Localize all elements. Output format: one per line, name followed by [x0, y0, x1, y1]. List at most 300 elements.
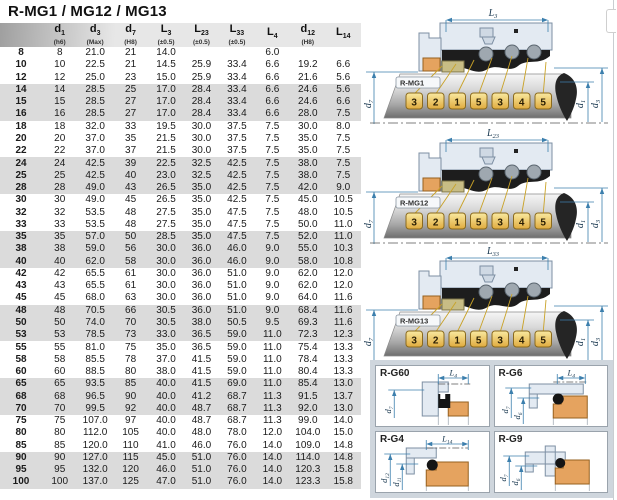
table-cell: 6.6 [255, 84, 290, 96]
table-cell: 46.0 [219, 256, 254, 268]
table-cell: 7.5 [336, 145, 351, 157]
table-cell: 78.5 [77, 329, 112, 341]
table-cell: 52.0 [290, 231, 325, 243]
table-cell: 93.5 [77, 378, 112, 390]
gland-variant-drawing [376, 436, 489, 492]
table-cell: 50 [42, 317, 77, 329]
table-cell: 28.4 [184, 84, 219, 96]
table-cell: 9.0 [265, 280, 280, 292]
table-cell: 32.5 [184, 157, 219, 169]
table-cell: 24 [42, 157, 77, 169]
table-cell: 28.4 [184, 108, 219, 120]
table-cell: 69.0 [219, 378, 254, 390]
table-cell: 11.3 [255, 403, 290, 415]
table-cell: 40.0 [156, 415, 176, 427]
table-cell: 23.0 [148, 170, 183, 182]
table-cell: 59.0 [227, 366, 247, 378]
table-cell [290, 47, 325, 59]
table-row [0, 403, 361, 415]
table-cell [326, 47, 362, 59]
table-row [0, 440, 361, 452]
column-header: $d_3$ (Max) [86, 22, 104, 47]
table-cell: 11.6 [326, 305, 362, 317]
table-cell: 120 [113, 464, 148, 476]
table-cell: 10 [15, 59, 27, 71]
table-cell: 11.0 [262, 366, 282, 378]
table-cell: 6.0 [265, 47, 280, 59]
table-cell: 59.0 [227, 353, 247, 365]
table-cell: 78.4 [298, 353, 318, 365]
table-header [0, 23, 361, 47]
table-cell: 59.0 [219, 329, 254, 341]
table-cell: 68.7 [219, 390, 254, 402]
table-cell: 7.5 [265, 206, 280, 218]
dimension-label: $d_1$ [575, 99, 587, 109]
table-cell: 100 [42, 476, 77, 488]
table-cell: 50.0 [298, 218, 318, 230]
table-cell: 60 [15, 366, 27, 378]
table-cell: 88.5 [85, 366, 105, 378]
set-screw [514, 267, 518, 271]
gland-variant-drawing [376, 370, 489, 426]
table-row [0, 354, 361, 366]
table-cell: 15.8 [326, 476, 362, 488]
gland-variant-r-g60 [375, 365, 490, 427]
column-header: $L_{14}$ [335, 26, 351, 41]
table-cell: 72.3 [290, 329, 325, 341]
table-cell: 60 [54, 366, 66, 378]
table-cell: 5.6 [326, 84, 362, 96]
o-ring [427, 460, 438, 471]
table-cell: 37.5 [227, 120, 247, 132]
table-cell: 51.0 [184, 452, 219, 464]
table-cell: 9.5 [255, 317, 290, 329]
dimension-label: $d_1$ [575, 219, 587, 229]
table-cell: 9.0 [255, 305, 290, 317]
table-cell: 17.0 [148, 84, 183, 96]
table-cell: 35.0 [184, 182, 219, 194]
table-row [0, 366, 361, 378]
table-cell: 43 [15, 280, 27, 292]
table-cell: 14.5 [156, 59, 176, 71]
table-cell: 40 [0, 256, 42, 268]
variant-label: R-G4 [380, 434, 404, 445]
table-cell: 13.3 [333, 341, 353, 353]
table-cell: 19.2 [298, 59, 318, 71]
table-cell: 35.0 [191, 218, 212, 230]
table-cell: 105 [122, 427, 139, 439]
table-row [0, 305, 361, 317]
table-cell: 99.0 [298, 415, 318, 427]
table-cell: 42.5 [77, 170, 112, 182]
table-cell: 6.6 [255, 108, 290, 120]
table-cell: 65 [0, 378, 42, 390]
table-cell: 41.0 [156, 439, 176, 451]
table-cell: 14.0 [262, 439, 283, 451]
table-cell: 7.5 [265, 120, 280, 132]
model-label: R-MG12 [400, 198, 429, 208]
part-number: 1 [454, 335, 460, 347]
table-cell: 35.0 [298, 145, 318, 157]
page-edge-notch [606, 9, 616, 33]
table-cell: 38.0 [290, 170, 325, 182]
table-cell: 37.0 [85, 145, 105, 157]
seat-ring [423, 178, 440, 191]
table-cell: 17.0 [148, 96, 183, 108]
table-cell: 91.5 [290, 390, 325, 402]
table-row [0, 464, 361, 476]
table-cell: 10.5 [333, 206, 353, 218]
table-cell: 33 [125, 120, 137, 132]
table-cell: 28.5 [148, 231, 183, 243]
table-cell: 59.0 [227, 341, 247, 353]
table-row [0, 145, 361, 157]
table-cell: 9.0 [265, 267, 280, 279]
table-cell: 92 [113, 403, 148, 415]
table-cell: 51.0 [227, 280, 247, 292]
table-cell: 75 [54, 415, 66, 427]
table-row [0, 182, 361, 194]
table-cell: 114.0 [290, 452, 325, 464]
table-cell: 24.6 [290, 84, 325, 96]
face-ring [442, 181, 464, 192]
part-number: 5 [540, 97, 546, 109]
elastomer-notch [440, 394, 445, 399]
table-cell: 85 [113, 378, 148, 390]
variant-label: R-G60 [380, 368, 410, 379]
table-cell: 13.3 [333, 353, 353, 365]
dimension-label: $d_6$ [511, 412, 524, 420]
table-cell: 48 [0, 305, 42, 317]
part-number: 3 [411, 97, 417, 109]
table-cell: 47.5 [219, 231, 254, 243]
table-cell: 32 [54, 206, 66, 218]
table-cell: 70 [113, 317, 148, 329]
table-cell: 20 [15, 132, 27, 144]
table-cell: 62.0 [298, 267, 318, 279]
variant-label: R-G6 [498, 368, 523, 379]
table-cell: 69.3 [290, 317, 325, 329]
table-cell: 25.9 [191, 59, 212, 71]
table-cell: 35 [42, 231, 77, 243]
table-cell: 7.5 [336, 132, 351, 144]
table-cell: 30.0 [156, 280, 176, 292]
spring-coils [479, 165, 541, 181]
table-cell: 62.0 [77, 256, 112, 268]
table-cell: 12.0 [262, 427, 283, 439]
table-cell: 53 [42, 329, 77, 341]
table-cell: 74.0 [77, 317, 112, 329]
seal-cross-section [362, 126, 615, 248]
table-cell: 18 [15, 120, 27, 132]
part-number: 5 [540, 217, 546, 229]
table-cell: 8 [18, 47, 24, 59]
seat-ring [423, 296, 440, 309]
table-cell: 27 [113, 96, 148, 108]
table-cell: 33.4 [219, 108, 254, 120]
table-row [0, 476, 361, 488]
table-cell: 26.5 [156, 194, 176, 206]
table-cell: 36.5 [184, 329, 219, 341]
column-header: $L_3$ (±0.5) [157, 22, 175, 47]
table-cell: 12 [54, 71, 66, 83]
table-cell: 35 [125, 132, 137, 144]
table-cell: 40.0 [148, 390, 183, 402]
table-cell: 43 [54, 280, 66, 292]
table-row [0, 121, 361, 133]
column-header: $d_7$ (H8) [124, 22, 137, 47]
table-cell: 25 [42, 170, 77, 182]
table-cell: 80 [54, 427, 66, 439]
table-cell: 12.0 [333, 267, 353, 279]
table-cell: 15 [42, 96, 77, 108]
table-cell: 61 [125, 267, 137, 279]
table-cell: 36.0 [184, 256, 219, 268]
table-cell: 68 [0, 390, 42, 402]
column-header: $d_1$ (h6) [53, 22, 66, 47]
table-cell: 45.0 [298, 194, 318, 206]
table-cell: 15.8 [326, 464, 362, 476]
table-cell: 64.0 [298, 292, 318, 304]
table-cell: 30.0 [156, 267, 176, 279]
table-cell: 18 [54, 120, 66, 132]
table-cell: 33.4 [219, 84, 254, 96]
table-cell: 43 [113, 182, 148, 194]
model-label: R-MG13 [400, 316, 429, 326]
table-row [0, 84, 361, 96]
part-number: 4 [518, 335, 525, 347]
table-cell: 48.7 [184, 403, 219, 415]
table-cell: 21 [125, 59, 137, 71]
table-cell: 11.0 [255, 378, 290, 390]
table-cell: 50 [113, 231, 148, 243]
part-number: 2 [432, 97, 439, 109]
table-cell: 48.0 [191, 427, 212, 439]
table-cell: 48.0 [298, 206, 318, 218]
table-cell: 10.3 [326, 243, 362, 255]
table-cell: 95 [42, 464, 77, 476]
table-cell: 32.5 [184, 170, 219, 182]
table-cell: 19.5 [156, 120, 176, 132]
table-cell: 40 [42, 256, 77, 268]
table-cell: 36.0 [191, 292, 212, 304]
table-cell: 75 [125, 341, 137, 353]
column-header: $L_{23}$ (±0.5) [193, 22, 210, 47]
table-cell: 48.7 [191, 415, 212, 427]
table-cell: 7.5 [326, 157, 362, 169]
dimension-label: $L_{33}$ [486, 246, 500, 258]
table-cell: 7.5 [255, 157, 290, 169]
table-cell: 22 [15, 145, 27, 157]
table-cell: 40 [113, 170, 148, 182]
table-cell: 76.0 [219, 464, 254, 476]
table-cell: 104.0 [295, 427, 321, 439]
table-cell: 12.3 [326, 329, 362, 341]
part-number: 2 [432, 335, 439, 347]
table-cell: 99.5 [77, 403, 112, 415]
table-row [0, 219, 361, 231]
table-cell: 78.0 [227, 427, 247, 439]
table-cell [184, 47, 219, 59]
table-cell: 11.0 [255, 329, 290, 341]
column-header: $d_{12}$ (H8) [300, 22, 316, 47]
table-cell: 58 [113, 256, 148, 268]
part-number: 3 [411, 335, 417, 347]
table-cell: 21.6 [298, 71, 318, 83]
table-cell: 28.5 [77, 108, 112, 120]
table-row [0, 415, 361, 427]
table-cell: 5.6 [336, 71, 351, 83]
table-cell: 40.0 [148, 403, 183, 415]
seat-ring [423, 58, 440, 71]
table-cell: 24.6 [290, 96, 325, 108]
part-number: 3 [497, 217, 503, 229]
table-cell: 15 [0, 96, 42, 108]
table-cell: 75.4 [298, 341, 318, 353]
table-cell: 15.0 [333, 427, 353, 439]
table-cell: 57.0 [77, 231, 112, 243]
table-cell: 61 [125, 280, 137, 292]
table-cell: 90 [113, 390, 148, 402]
table-cell: 21 [125, 47, 137, 59]
table-cell: 28.0 [290, 108, 325, 120]
table-cell: 38 [0, 243, 42, 255]
table-cell: 9.0 [326, 182, 362, 194]
table-cell: 11.6 [333, 292, 353, 304]
table-cell: 49.0 [85, 194, 105, 206]
table-cell: 63 [125, 292, 137, 304]
column-header: $L_4$ [267, 26, 278, 41]
table-cell: 7.5 [265, 132, 280, 144]
part-number: 1 [454, 97, 460, 109]
table-cell: 41.5 [191, 366, 212, 378]
table-cell: 33 [15, 218, 27, 230]
table-cell: 46.0 [219, 243, 254, 255]
variant-label: R-G9 [498, 434, 523, 445]
table-cell: 12.0 [333, 280, 353, 292]
column-header: $L_{33}$ (±0.5) [228, 22, 246, 47]
dimension-label: $d_3$ [590, 219, 602, 229]
table-cell: 11.0 [333, 218, 353, 230]
diagram-r-mg1 [362, 6, 615, 124]
table-cell: 30.0 [156, 292, 176, 304]
table-cell: 37.5 [227, 132, 247, 144]
table-cell: 47.5 [227, 218, 247, 230]
table-cell: 27.5 [156, 206, 176, 218]
table-cell: 22 [54, 145, 66, 157]
table-cell: 53 [0, 329, 42, 341]
table-cell: 42.5 [219, 157, 254, 169]
table-cell: 32.0 [85, 120, 105, 132]
table-row [0, 317, 361, 329]
table-cell: 13.3 [333, 366, 353, 378]
table-cell: 7.5 [255, 170, 290, 182]
table-cell: 30.0 [148, 243, 183, 255]
dimension-label: $d_6$ [509, 478, 522, 486]
table-cell: 7.5 [326, 108, 362, 120]
table-row [0, 390, 361, 402]
table-cell: 11.0 [262, 341, 282, 353]
model-label: R-MG1 [400, 78, 425, 88]
gland-variant-r-g6 [494, 365, 609, 427]
table-cell: 68.0 [85, 292, 105, 304]
table-cell: 37.5 [227, 145, 247, 157]
dimension-label: $L_4$ [567, 370, 575, 380]
table-cell: 11.0 [326, 231, 362, 243]
table-cell: 30.0 [191, 145, 212, 157]
table-cell: 25.0 [85, 71, 105, 83]
table-cell: 33.4 [227, 71, 247, 83]
set-screw [514, 149, 518, 153]
table-row [0, 378, 361, 390]
seal-cross-section [362, 6, 615, 128]
table-cell: 62.0 [298, 280, 318, 292]
table-cell [219, 47, 254, 59]
table-cell: 35 [0, 231, 42, 243]
table-cell: 38.0 [184, 317, 219, 329]
table-cell: 21.0 [85, 47, 105, 59]
table-cell: 137.0 [77, 476, 112, 488]
table-cell: 36.0 [184, 243, 219, 255]
table-row [0, 243, 361, 255]
table-cell: 75 [15, 415, 27, 427]
dimension-label: $L_{23}$ [486, 128, 500, 140]
table-cell: 30 [54, 194, 66, 206]
part-number: 4 [518, 217, 525, 229]
table-cell: 90 [42, 452, 77, 464]
dimension-label: $d_7$ [382, 406, 395, 414]
gland-variant-r-g9 [494, 431, 609, 493]
table-cell: 16 [42, 108, 77, 120]
table-cell: 12 [15, 71, 27, 83]
table-cell: 50.5 [219, 317, 254, 329]
table-cell: 50 [0, 317, 42, 329]
part-number: 5 [475, 217, 482, 229]
dimension-label: $d_7$ [499, 406, 512, 414]
part-number: 2 [432, 217, 439, 229]
table-cell: 40.0 [148, 378, 183, 390]
table-cell: 51.0 [227, 267, 247, 279]
table-cell: 35.0 [191, 194, 212, 206]
table-cell: 80.4 [298, 366, 318, 378]
diagram-r-mg13 [362, 244, 615, 358]
table-cell: 13.0 [326, 403, 362, 415]
table-row [0, 206, 361, 218]
table-cell: 41.5 [184, 378, 219, 390]
table-cell: 36.0 [191, 280, 212, 292]
table-cell: 55 [15, 341, 27, 353]
table-cell: 11.0 [262, 353, 282, 365]
table-cell: 42 [15, 267, 27, 279]
table-cell: 27.5 [156, 218, 176, 230]
table-cell: 59.0 [77, 243, 112, 255]
table-cell: 68 [42, 390, 77, 402]
dimension-label: $L_3$ [488, 8, 498, 20]
table-cell: 53.5 [85, 218, 105, 230]
column-header [0, 23, 42, 47]
table-cell: 80 [125, 366, 137, 378]
table-cell: 65.5 [85, 280, 105, 292]
table-cell: 38.0 [156, 366, 176, 378]
dimension-label: $d_7$ [363, 99, 375, 109]
table-cell: 9.0 [265, 292, 280, 304]
table-cell: 14.0 [333, 415, 353, 427]
table-cell: 85 [54, 439, 66, 451]
gland-variant-r-g4 [375, 431, 490, 493]
table-cell: 35.0 [184, 231, 219, 243]
table-cell: 6.6 [326, 96, 362, 108]
gland-variant-drawing [495, 370, 608, 426]
